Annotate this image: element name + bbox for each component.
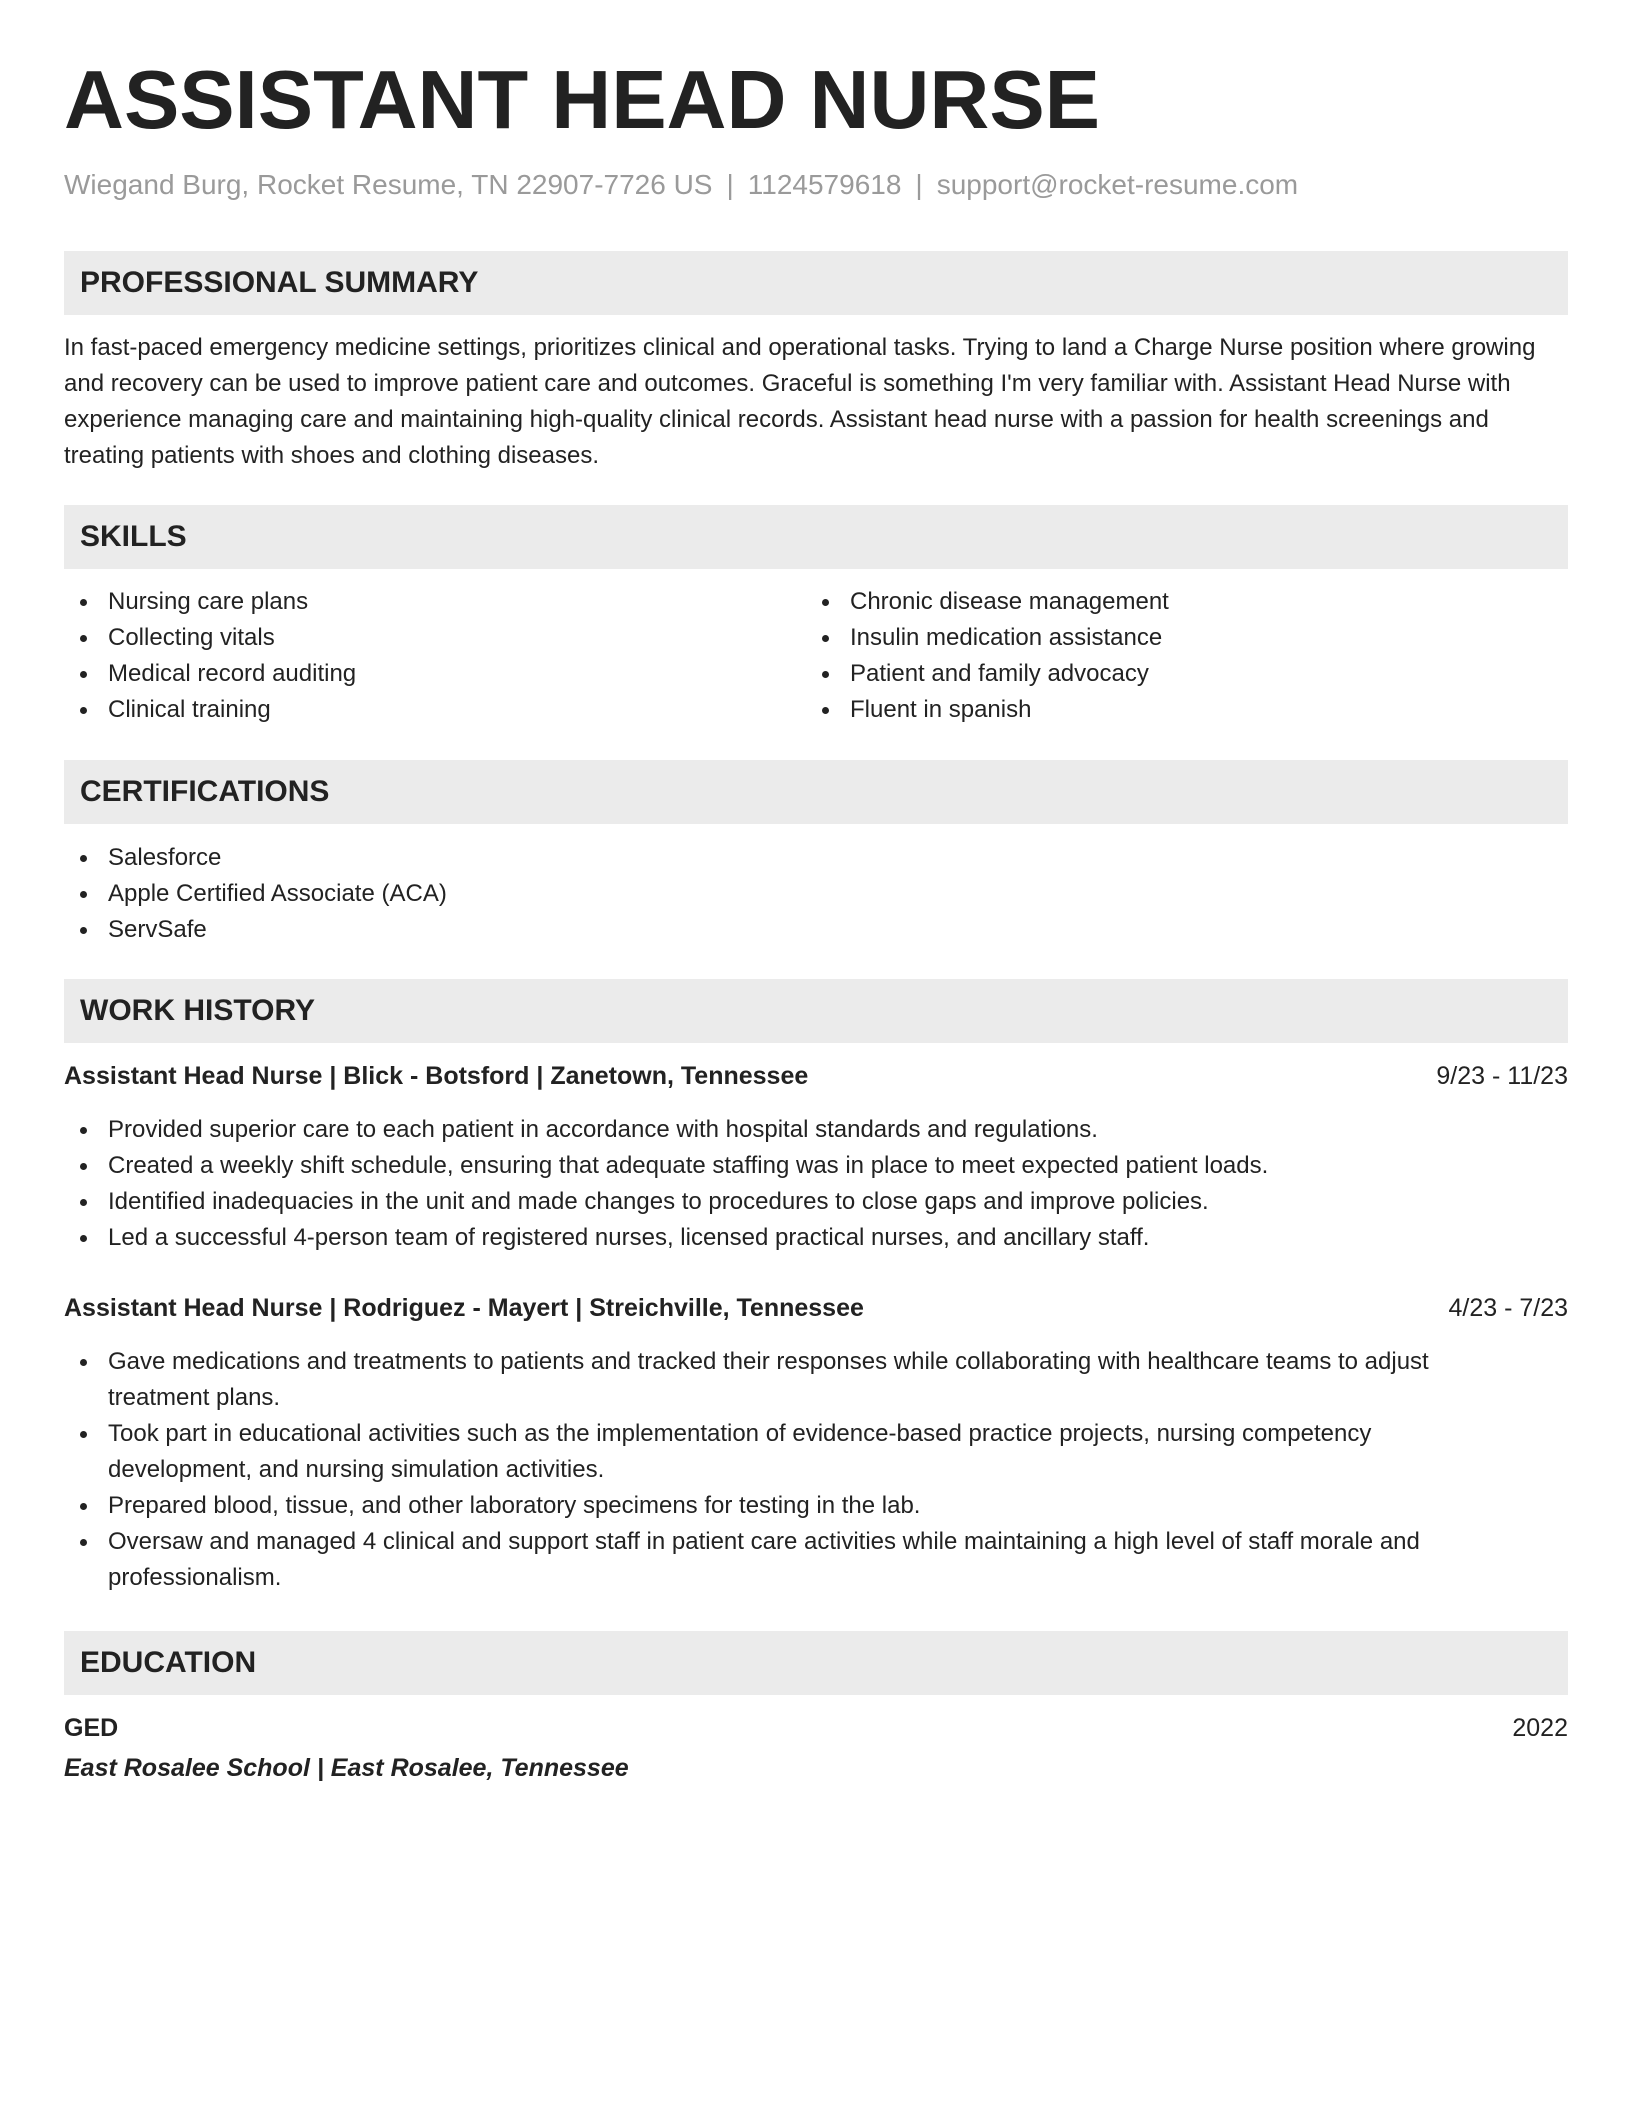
section-header-certifications [64, 760, 1568, 824]
skill-item: Patient and family advocacy [806, 656, 1566, 692]
contact-address: Wiegand Burg, Rocket Resume, TN 22907-7726 US [64, 169, 713, 200]
section-title: EDUCATION [80, 1646, 257, 1679]
job-dates: 4/23 - 7/23 [1448, 1294, 1568, 1322]
job-bullets [64, 1344, 1514, 1596]
section-title: PROFESSIONAL SUMMARY [80, 266, 479, 299]
job-title: Assistant Head Nurse | Rodriguez - Mayert | Streichville, Tennessee [64, 1294, 864, 1322]
skills-list-left [64, 584, 784, 728]
job-bullet: Created a weekly shift schedule, ensuring that adequate staffing was in place to meet expected patient loads. [64, 1148, 1568, 1184]
education-year: 2022 [1512, 1714, 1568, 1742]
education-school: East Rosalee School | East Rosalee, Tennessee [64, 1754, 629, 1782]
certification-item: ServSafe [64, 912, 1568, 948]
section-title: SKILLS [80, 520, 187, 553]
contact-separator: | [915, 169, 923, 200]
job-bullet: Provided superior care to each patient in accordance with hospital standards and regulations. [64, 1112, 1568, 1148]
job-header [64, 1290, 1568, 1326]
job-bullet: Prepared blood, tissue, and other laboratory specimens for testing in the lab. [64, 1488, 1514, 1524]
contact-phone: 1124579618 [747, 169, 902, 200]
job-dates: 9/23 - 11/23 [1436, 1062, 1568, 1090]
section-header-skills [64, 505, 1568, 569]
skill-item: Chronic disease management [806, 584, 1566, 620]
certification-item: Apple Certified Associate (ACA) [64, 876, 1568, 912]
job-bullets [64, 1112, 1568, 1256]
skills-list-right [806, 584, 1566, 728]
section-header-summary [64, 251, 1568, 315]
contact-line [64, 169, 1298, 201]
skill-item: Nursing care plans [64, 584, 784, 620]
job-header [64, 1058, 1568, 1094]
job-title: Assistant Head Nurse | Blick - Botsford | Zanetown, Tennessee [64, 1062, 809, 1090]
job-bullet: Gave medications and treatments to patients and tracked their responses while collaborating with healthcare teams to adjust treatment plans. [64, 1344, 1514, 1416]
summary-text: In fast-paced emergency medicine settings, prioritizes clinical and operational tasks. Trying to land a Charge Nurse position where growing and recovery can be used to improve patient care and outcomes. Graceful is something I'm very familiar with. Assistant Head Nurse with experience managing care and maintaining high-quality clinical records. Assistant head nurse with a passion for health screenings and treating patients with shoes and clothing diseases. [64, 334, 1536, 469]
section-title: WORK HISTORY [80, 994, 316, 1027]
education-header [64, 1710, 1568, 1746]
skill-item: Collecting vitals [64, 620, 784, 656]
certifications-list [64, 840, 1568, 948]
contact-separator: | [726, 169, 734, 200]
skill-item: Clinical training [64, 692, 784, 728]
job-bullet: Oversaw and managed 4 clinical and support staff in patient care activities while maintaining a high level of staff morale and professionalism. [64, 1524, 1514, 1596]
job-bullet: Led a successful 4-person team of registered nurses, licensed practical nurses, and ancillary staff. [64, 1220, 1568, 1256]
skill-item: Fluent in spanish [806, 692, 1566, 728]
resume-title: ASSISTANT HEAD NURSE [64, 53, 1101, 146]
section-header-work-history [64, 979, 1568, 1043]
job-bullet: Took part in educational activities such as the implementation of evidence-based practice projects, nursing competency development, and nursing simulation activities. [64, 1416, 1514, 1488]
skill-item: Medical record auditing [64, 656, 784, 692]
job-bullet: Identified inadequacies in the unit and made changes to procedures to close gaps and improve policies. [64, 1184, 1568, 1220]
section-header-education [64, 1631, 1568, 1695]
education-degree: GED [64, 1714, 119, 1742]
certification-item: Salesforce [64, 840, 1568, 876]
contact-email: support@rocket-resume.com [936, 169, 1299, 200]
section-title: CERTIFICATIONS [80, 775, 330, 808]
skill-item: Insulin medication assistance [806, 620, 1566, 656]
